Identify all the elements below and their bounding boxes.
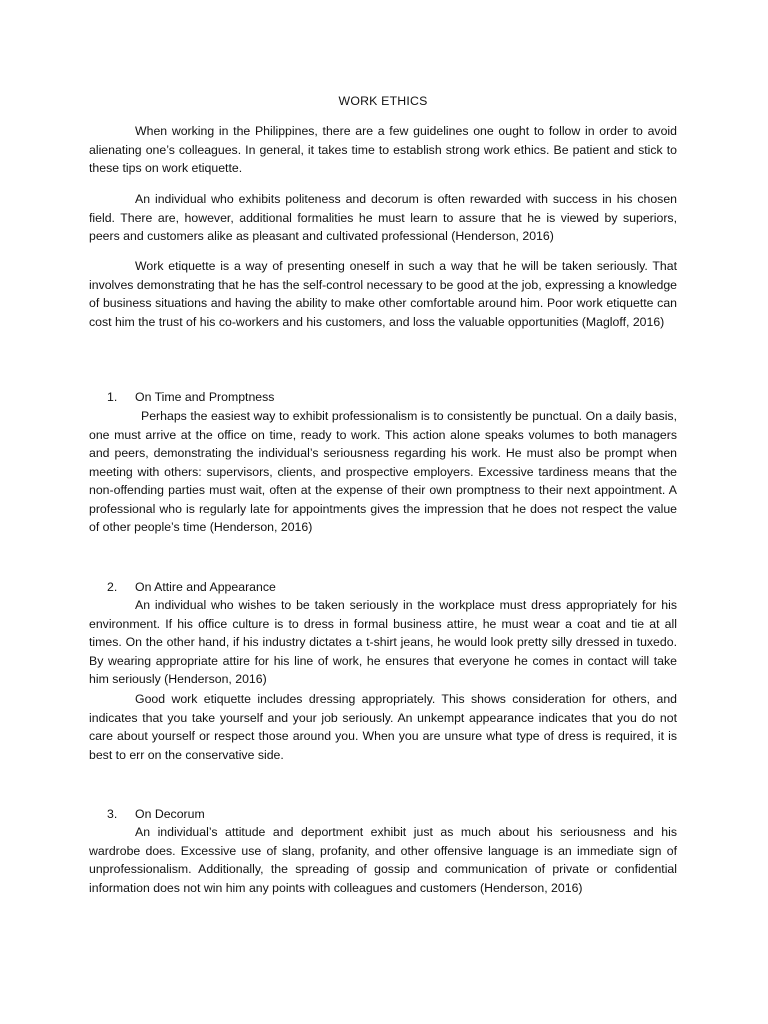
section-title: On Attire and Appearance bbox=[135, 580, 276, 594]
document-title: WORK ETHICS bbox=[338, 94, 428, 108]
section-heading-time bbox=[89, 388, 677, 407]
section-number: 2. bbox=[107, 580, 118, 594]
section-number: 3. bbox=[107, 807, 118, 821]
section-paragraph-attire-2: Good work etiquette includes dressing appropriately. This shows consideration for others, and indicates that you take yourself and your job seriously. An unkempt appearance indicates that you do not care about yourself or respect those around you. When you are unsure what type of dress is required, it is best to err on the conservative side. bbox=[89, 692, 677, 762]
intro-paragraph-2: An individual who exhibits politeness and decorum is often rewarded with success in his chosen field. There are, however, additional formalities he must learn to assure that he is viewed by superiors, peers and customers alike as pleasant and cultivated professional (Henderson, 2016) bbox=[89, 192, 677, 243]
section-paragraph-attire-1: An individual who wishes to be taken seriously in the workplace must dress appropriately for his environment. If his office culture is to dress in formal business attire, he must wear a coat and tie at all times. On the other hand, if his industry dictates a t-shirt jeans, he would look pretty silly dressed in tuxedo. By wearing appropriate attire for his line of work, he ensures that everyone he comes in contact will take him seriously (Henderson, 2016) bbox=[89, 598, 677, 686]
section-heading-attire bbox=[89, 578, 677, 597]
section-title: On Time and Promptness bbox=[135, 390, 275, 404]
section-title: On Decorum bbox=[135, 807, 205, 821]
intro-paragraph-1: When working in the Philippines, there are a few guidelines one ought to follow in order to avoid alienating one’s colleagues. In general, it takes time to establish strong work ethics. Be patient and stick to these tips on work etiquette. bbox=[89, 124, 677, 175]
section-paragraph-time-1: Perhaps the easiest way to exhibit professionalism is to consistently be punctual. On a daily basis, one must arrive at the office on time, ready to work. This action alone speaks volumes to both managers and peers, demonstrating the individual’s seriousness regarding his work. He must also be prompt when meeting with others: supervisors, clients, and prospective employers. Excessive tardiness means that the non-offending parties must wait, often at the expense of their own promptness to their next appointment. A professional who is regularly late for appointments gives the impression that he does not respect the value of other people’s time (Henderson, 2016) bbox=[89, 409, 677, 534]
intro-paragraph-3: Work etiquette is a way of presenting oneself in such a way that he will be taken seriously. That involves demonstrating that he has the self-control necessary to be good at the job, expressing a knowledge of business situations and having the ability to make other comfortable around him. Poor work etiquette can cost him the trust of his co-workers and his customers, and loss the valuable opportunities (Magloff, 2016) bbox=[89, 259, 677, 329]
section-heading-decorum bbox=[89, 805, 677, 824]
section-paragraph-decorum-1: An individual’s attitude and deportment exhibit just as much about his seriousness and his wardrobe does. Excessive use of slang, profanity, and other offensive language is an immediate sign of unprofessionalism. Additionally, the spreading of gossip and communication of private or confidential information does not win him any points with colleagues and customers (Henderson, 2016) bbox=[89, 825, 677, 895]
section-number: 1. bbox=[107, 390, 118, 404]
document-page bbox=[89, 0, 677, 1024]
